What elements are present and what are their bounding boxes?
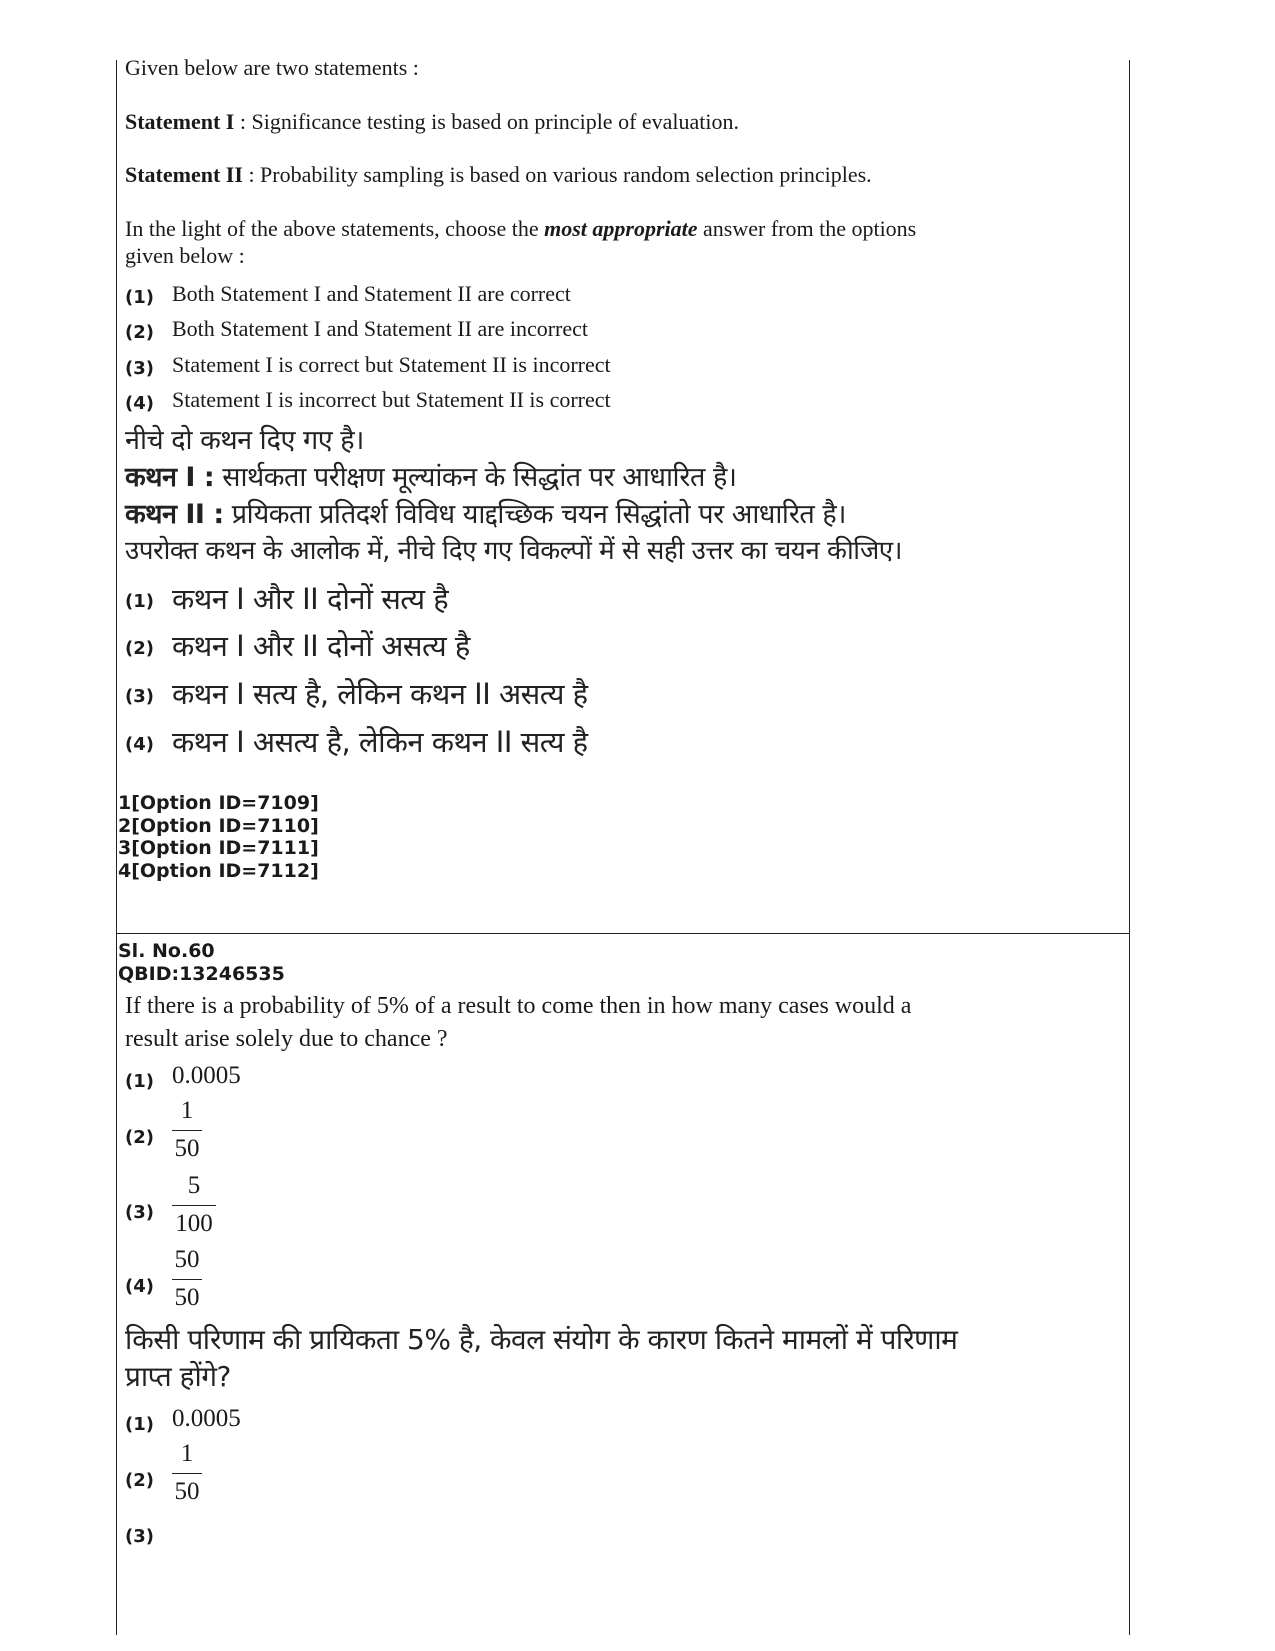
fraction-bar <box>172 1473 202 1474</box>
q60-option-fraction <box>172 1096 202 1164</box>
instruction-part-b: answer from the options <box>697 216 917 241</box>
q60-option-fraction <box>172 1171 216 1239</box>
q59-hi-option-text: कथन I असत्य है, लेकिन कथन II सत्य है <box>172 725 588 759</box>
statement-1-text: : Significance testing is based on principle of evaluation. <box>234 109 740 134</box>
q60-hi-option-number: (1) <box>125 1414 154 1435</box>
option-id: 4[Option ID=7112] <box>118 860 319 882</box>
statement-2-label: Statement II <box>125 162 243 187</box>
q59-hi-statement-1 <box>125 459 737 497</box>
q60-option-value: 0.0005 <box>172 1062 241 1089</box>
q59-statement-2 <box>125 161 872 189</box>
q60-hi-option-fraction <box>172 1439 202 1507</box>
q59-statement-1 <box>125 108 739 136</box>
q59-option-text: Both Statement I and Statement II are incorrect <box>172 316 589 341</box>
q59-instruction-cont: given below : <box>125 243 245 268</box>
q59-option-number: (1) <box>125 287 154 308</box>
q59-intro: Given below are two statements : <box>125 55 419 80</box>
q59-hi-option-text: कथन I और II दोनों असत्य है <box>172 629 470 663</box>
instruction-part-a: In the light of the above statements, choose the <box>125 216 545 241</box>
q60-hi-question-line-1: किसी परिणाम की प्रायिकता 5% है, केवल संयोग के कारण कितने मामलों में परिणाम <box>125 1323 958 1356</box>
q59-hi-statement-2 <box>125 496 846 534</box>
q60-question-line-1: If there is a probability of 5% of a result to come then in how many cases would a <box>125 993 912 1019</box>
q60-option-number: (4) <box>125 1276 154 1297</box>
q59-hi-option-number: (4) <box>125 734 154 755</box>
question-bank-id: QBID:13246535 <box>118 963 285 985</box>
q60-option-number: (3) <box>125 1202 154 1223</box>
instruction-emphasis: most appropriate <box>544 216 698 241</box>
fraction-denominator: 50 <box>174 1284 200 1311</box>
q60-hi-option-number: (3) <box>125 1526 154 1547</box>
fraction-numerator: 1 <box>180 1097 194 1124</box>
q59-option-number: (2) <box>125 322 154 343</box>
option-id: 1[Option ID=7109] <box>118 792 319 814</box>
q60-hi-option-value: 0.0005 <box>172 1405 241 1432</box>
q59-hi-intro: नीचे दो कथन दिए गए है। <box>125 425 364 456</box>
q59-option-text: Both Statement I and Statement II are correct <box>172 281 571 306</box>
q60-hi-option-number: (2) <box>125 1470 154 1491</box>
q59-hi-option-number: (3) <box>125 686 154 707</box>
q59-hi-option-text: कथन I और II दोनों सत्य है <box>172 582 449 616</box>
fraction-numerator: 1 <box>180 1440 194 1467</box>
q59-hi-instruction: उपरोक्त कथन के आलोक में, नीचे दिए गए विकल्पों में से सही उत्तर का चयन कीजिए। <box>125 536 902 566</box>
fraction-bar <box>172 1279 202 1280</box>
fraction-bar <box>172 1205 216 1206</box>
fraction-denominator: 50 <box>174 1135 200 1162</box>
q59-option-text: Statement I is correct but Statement II is incorrect <box>172 352 611 377</box>
q60-option-number: (2) <box>125 1127 154 1148</box>
fraction-numerator: 50 <box>174 1246 200 1273</box>
fraction-bar <box>172 1130 202 1131</box>
hi-statement-2-text: प्रयिकता प्रतिदर्श विविध याद्दच्छिक चयन सिद्धांतो पर आधारित है। <box>223 499 846 530</box>
q59-hi-option-number: (1) <box>125 591 154 612</box>
option-id: 2[Option ID=7110] <box>118 815 319 837</box>
hi-statement-2-label: कथन II : <box>125 499 224 530</box>
fraction-numerator: 5 <box>187 1172 201 1199</box>
hi-statement-1-text: सार्थकता परीक्षण मूल्यांकन के सिद्धांत पर आधारित है। <box>214 462 737 493</box>
q59-option-text: Statement I is incorrect but Statement II is correct <box>172 387 611 412</box>
fraction-denominator: 50 <box>174 1478 200 1505</box>
statement-1-label: Statement I <box>125 109 235 134</box>
q60-question-line-2: result arise solely due to chance ? <box>125 1026 448 1052</box>
q60-option-fraction <box>172 1245 202 1313</box>
serial-number: Sl. No.60 <box>118 940 215 962</box>
q60-hi-question-line-2: प्राप्त होंगे? <box>125 1360 231 1393</box>
hi-statement-1-label: कथन I : <box>125 462 215 493</box>
q59-hi-option-text: कथन I सत्य है, लेकिन कथन II असत्य है <box>172 677 588 711</box>
q59-hi-option-number: (2) <box>125 638 154 659</box>
option-id: 3[Option ID=7111] <box>118 837 319 859</box>
q60-option-number: (1) <box>125 1071 154 1092</box>
q59-option-number: (4) <box>125 393 154 414</box>
fraction-denominator: 100 <box>175 1210 213 1237</box>
section-divider <box>116 933 1130 934</box>
q59-instruction <box>125 215 916 243</box>
statement-2-text: : Probability sampling is based on various random selection principles. <box>242 162 872 187</box>
q59-option-number: (3) <box>125 358 154 379</box>
